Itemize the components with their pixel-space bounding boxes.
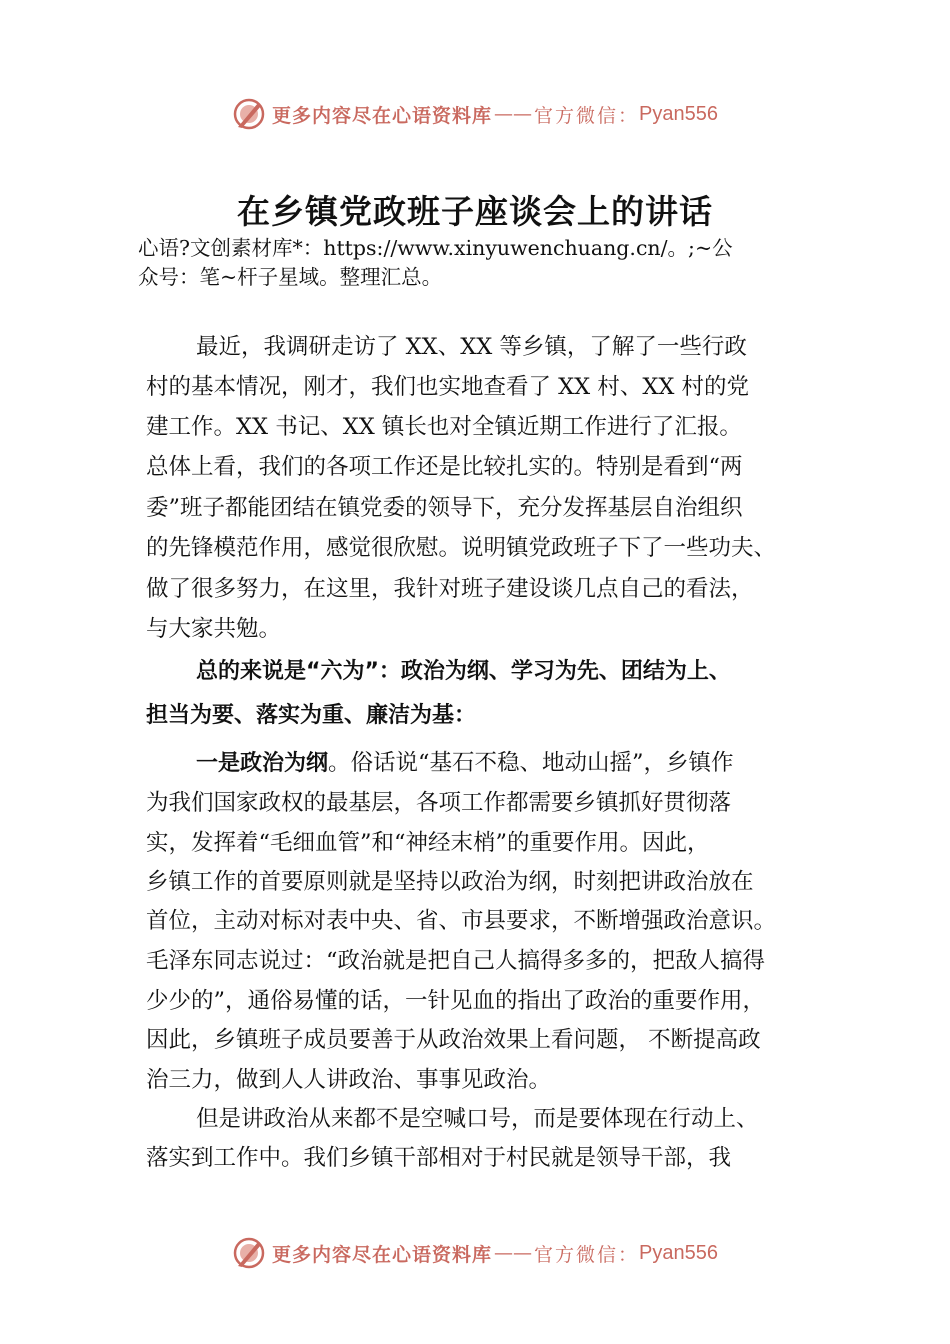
footer-banner [0, 1233, 950, 1273]
summary-line: 总的来说是“六为”：政治为纲、学习为先、团结为上、 [196, 659, 731, 684]
paragraph-1-line: 的先锋模范作用，感觉很欣慰。说明镇党政班子下了一些功夫、 [146, 535, 777, 561]
point-1-line: 为我们国家政权的最基层，各项工作都需要乡镇抓好贯彻落 [146, 790, 732, 816]
point-1-line: 因此，乡镇班子成员要善于从政治效果上看问题， 不断提高政 [146, 1027, 761, 1053]
paragraph-1-line: 总体上看，我们的各项工作还是比较扎实的。特别是看到“两 [146, 454, 743, 480]
point-1-heading: 一是政治为纲 [196, 751, 329, 776]
point-1-line: 实，发挥着“毛细血管”和“神经末梢”的重要作用。因此， [146, 830, 710, 856]
paragraph-1-line: 做了很多努力，在这里，我针对班子建设谈几点自己的看法， [146, 576, 754, 602]
point-1-line: 首位，主动对标对表中央、省、市县要求，不断增强政治意识。 [146, 908, 777, 934]
point-1-line: 少少的”，通俗易懂的话，一针见血的指出了政治的重要作用， [146, 988, 766, 1014]
page-title: 在乡镇党政班子座谈会上的讲话 [237, 192, 713, 231]
banner-wechat-id: Pyan556 [639, 102, 718, 125]
point-1-first-rest: 。俗话说“基石不稳、地动山摇”，乡镇作 [328, 750, 734, 776]
banner-text: 更多内容尽在心语资料库 [272, 1243, 493, 1266]
quill-logo-icon [232, 97, 266, 131]
paragraph-3-line: 但是讲政治从来都不是空喊口号，而是要体现在行动上、 [196, 1106, 759, 1132]
paragraph-1-line: 村的基本情况，刚才，我们也实地查看了 XX 村、XX 村的党 [146, 374, 750, 400]
banner-separator: —— [494, 1242, 533, 1264]
banner-text: 更多内容尽在心语资料库 [272, 104, 493, 127]
point-1-line: 乡镇工作的首要原则就是坚持以政治为纲，时刻把讲政治放在 [146, 869, 754, 895]
paragraph-1-line: 建工作。XX 书记、XX 镇长也对全镇近期工作进行了汇报。 [146, 414, 742, 440]
source-line: 众号：笔~杆子星域。整理汇总。 [138, 265, 443, 289]
paragraph-1-line: 委”班子都能团结在镇党委的领导下，充分发挥基层自治组织 [146, 495, 743, 521]
point-1-line: 毛泽东同志说过：“政治就是把自己人搞得多多的，把敌人搞得 [146, 948, 766, 974]
banner-wechat-id: Pyan556 [639, 1241, 718, 1264]
banner-separator: —— [494, 103, 533, 125]
banner-wechat-label: 官方微信： [534, 104, 640, 127]
summary-line: 担当为要、落实为重、廉洁为基： [146, 703, 477, 728]
point-1-line: 治三力，做到人人讲政治、事事见政治。 [146, 1067, 552, 1093]
source-note [138, 234, 838, 292]
paragraph-1-line: 与大家共勉。 [146, 616, 282, 642]
header-banner [0, 94, 950, 134]
quill-logo-icon [232, 1236, 266, 1270]
source-line: 心语?文创素材库*：https://www.xinyuwenchuang.cn/。;~公 [138, 236, 733, 260]
point-1-first-line [196, 743, 896, 784]
paragraph-1-line: 最近，我调研走访了 XX、XX 等乡镇，了解了一些行政 [196, 334, 747, 360]
banner-wechat-label: 官方微信： [534, 1243, 640, 1266]
paragraph-3-line: 落实到工作中。我们乡镇干部相对于村民就是领导干部，我 [146, 1145, 732, 1171]
